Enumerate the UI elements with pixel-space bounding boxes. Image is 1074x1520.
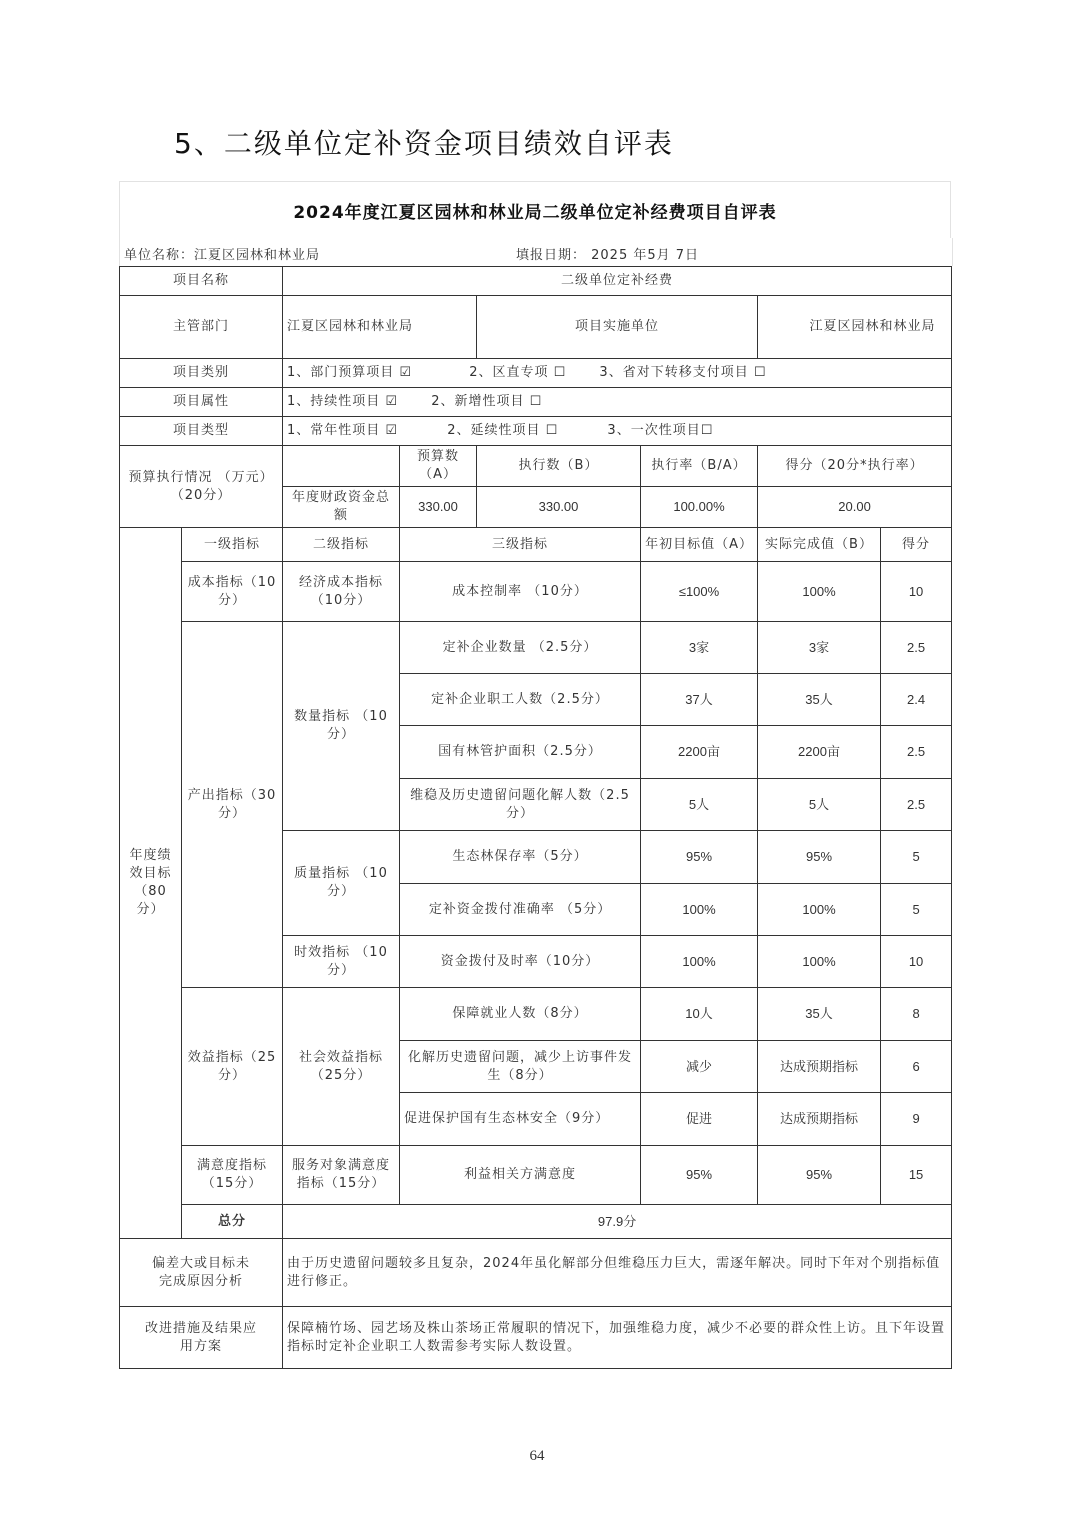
table-row: [120, 562, 952, 622]
quality-l2: 质量指标 （10分）: [283, 831, 400, 936]
ql2-a: 100%: [641, 884, 758, 936]
row-project-name: [120, 267, 952, 296]
impl-unit-label: 项目实施单位: [477, 296, 758, 359]
category-options: [283, 359, 952, 388]
budget-rate: 100.00%: [641, 487, 758, 528]
attribute-label: 项目属性: [120, 388, 283, 417]
quantity-l2: 数量指标 （10分）: [283, 622, 400, 831]
b1-b: 35人: [758, 988, 881, 1041]
b3-b: 达成预期指标: [758, 1093, 881, 1146]
row-category: [120, 359, 952, 388]
s1-b: 95%: [758, 1146, 881, 1205]
q3-b: 2200亩: [758, 726, 881, 779]
perf-h2: 二级指标: [283, 528, 400, 562]
budget-row-label: 年度财政资金总额: [283, 487, 400, 528]
row-dept: [120, 296, 952, 359]
ql2-l3: 定补资金拨付准确率 （5分）: [400, 884, 641, 936]
dept-value: 江夏区园林和林业局: [283, 296, 477, 359]
cost-a: ≤100%: [641, 562, 758, 622]
perf-h1: 一级指标: [182, 528, 283, 562]
social-l2: 社会效益指标（25分）: [283, 988, 400, 1146]
q2-b: 35人: [758, 674, 881, 726]
b3-a: 促进: [641, 1093, 758, 1146]
q4-a: 5人: [641, 779, 758, 831]
dept-label: 主管部门: [120, 296, 283, 359]
attribute-opt-1: 1、持续性项目 ☑: [287, 394, 399, 409]
ql1-s: 5: [881, 831, 952, 884]
s1-s: 15: [881, 1146, 952, 1205]
ql1-b: 95%: [758, 831, 881, 884]
q1-l3: 定补企业数量 （2.5分）: [400, 622, 641, 674]
t1-s: 10: [881, 936, 952, 988]
budget-h-a: 预算数（A）: [400, 446, 477, 487]
output-l1: 产出指标（30分）: [182, 622, 283, 988]
b3-l3: 促进保护国有生态林安全（9分）: [400, 1093, 641, 1146]
perf-label: 年度绩效目标（80分）: [120, 528, 182, 1239]
cost-l2: 经济成本指标（10分）: [283, 562, 400, 622]
b1-l3: 保障就业人数（8分）: [400, 988, 641, 1041]
b1-s: 8: [881, 988, 952, 1041]
row-improvement: [120, 1307, 952, 1369]
b3-s: 9: [881, 1093, 952, 1146]
table-row: [120, 622, 952, 674]
attribute-options: [283, 388, 952, 417]
category-label: 项目类别: [120, 359, 283, 388]
info-row: [119, 238, 953, 266]
report-date: 填报日期： 2025 年5月 7日: [516, 248, 700, 263]
q1-b: 3家: [758, 622, 881, 674]
ql1-a: 95%: [641, 831, 758, 884]
ql1-l3: 生态林保存率（5分）: [400, 831, 641, 884]
project-name-value: 二级单位定补经费: [283, 267, 952, 296]
sat-l2: 服务对象满意度指标（15分）: [283, 1146, 400, 1205]
q2-a: 37人: [641, 674, 758, 726]
deviation-label: 偏差大或目标未完成原因分析: [120, 1239, 283, 1307]
row-attribute: [120, 388, 952, 417]
perf-h6: 得分: [881, 528, 952, 562]
total-label: 总分: [182, 1205, 283, 1239]
s1-l3: 利益相关方满意度: [400, 1146, 641, 1205]
total-value: 97.9分: [283, 1205, 952, 1239]
page-heading: 5、二级单位定补资金项目绩效自评表: [174, 127, 674, 160]
category-opt-3: 3、省对下转移支付项目 ☐: [599, 365, 767, 380]
budget-h-score: 得分（20分*执行率）: [758, 446, 952, 487]
budget-score: 20.00: [758, 487, 952, 528]
row-deviation: [120, 1239, 952, 1307]
q1-a: 3家: [641, 622, 758, 674]
category-opt-2: 2、区直专项 ☐: [469, 365, 567, 380]
row-type: [120, 417, 952, 446]
attribute-opt-2: 2、新增性项目 ☐: [431, 394, 543, 409]
ql2-b: 100%: [758, 884, 881, 936]
q1-s: 2.5: [881, 622, 952, 674]
b1-a: 10人: [641, 988, 758, 1041]
q4-l3: 维稳及历史遗留问题化解人数（2.5分）: [400, 779, 641, 831]
cost-l1: 成本指标（10分）: [182, 562, 283, 622]
b2-b: 达成预期指标: [758, 1041, 881, 1093]
type-options: [283, 417, 952, 446]
perf-h5: 实际完成值（B）: [758, 528, 881, 562]
q3-s: 2.5: [881, 726, 952, 779]
cost-l3: 成本控制率 （10分）: [400, 562, 641, 622]
q3-l3: 国有林管护面积（2.5分）: [400, 726, 641, 779]
perf-h3: 三级指标: [400, 528, 641, 562]
perf-h4: 年初目标值（A）: [641, 528, 758, 562]
budget-h-rate: 执行率（B/A）: [641, 446, 758, 487]
table-row: [120, 988, 952, 1041]
evaluation-table: [119, 266, 952, 1369]
budget-a: 330.00: [400, 487, 477, 528]
improve-label: 改进措施及结果应用方案: [120, 1307, 283, 1369]
row-perf-header: [120, 528, 952, 562]
b2-s: 6: [881, 1041, 952, 1093]
table-title: 2024年度江夏区园林和林业局二级单位定补经费项目自评表: [119, 181, 951, 238]
budget-blank: [283, 446, 400, 487]
row-total: [120, 1205, 952, 1239]
page-number: 64: [529, 1448, 545, 1464]
q4-b: 5人: [758, 779, 881, 831]
unit-name: 单位名称：江夏区园林和林业局: [124, 248, 321, 263]
q4-s: 2.5: [881, 779, 952, 831]
project-name-label: 项目名称: [120, 267, 283, 296]
improve-text: 保障楠竹场、园艺场及株山茶场正常履职的情况下，加强维稳力度，减少不必要的群众性上访。且下年设置指标时定补企业职工人数需参考实际人数设置。: [283, 1307, 952, 1369]
q2-s: 2.4: [881, 674, 952, 726]
type-label: 项目类型: [120, 417, 283, 446]
type-opt-3: 3、一次性项目☐: [607, 423, 714, 438]
row-budget-header: [120, 446, 952, 487]
q3-a: 2200亩: [641, 726, 758, 779]
sat-l1: 满意度指标（15分）: [182, 1146, 283, 1205]
type-opt-1: 1、常年性项目 ☑: [287, 423, 399, 438]
cost-b: 100%: [758, 562, 881, 622]
q2-l3: 定补企业职工人数（2.5分）: [400, 674, 641, 726]
type-opt-2: 2、延续性项目 ☐: [447, 423, 559, 438]
b2-l3: 化解历史遗留问题，减少上访事件发生（8分）: [400, 1041, 641, 1093]
t1-b: 100%: [758, 936, 881, 988]
deviation-text: 由于历史遗留问题较多且复杂，2024年虽化解部分但维稳压力巨大，需逐年解决。同时下年对个别指标值进行修正。: [283, 1239, 952, 1307]
t1-l3: 资金拨付及时率（10分）: [400, 936, 641, 988]
benefit-l1: 效益指标（25分）: [182, 988, 283, 1146]
b2-a: 减少: [641, 1041, 758, 1093]
budget-b: 330.00: [477, 487, 641, 528]
timely-l2: 时效指标 （10分）: [283, 936, 400, 988]
table-row: [120, 1146, 952, 1205]
budget-label: 预算执行情况 （万元）（20分）: [120, 446, 283, 528]
category-opt-1: 1、部门预算项目 ☑: [287, 365, 413, 380]
ql2-s: 5: [881, 884, 952, 936]
s1-a: 95%: [641, 1146, 758, 1205]
budget-h-b: 执行数（B）: [477, 446, 641, 487]
impl-unit-value: 江夏区园林和林业局: [758, 296, 952, 359]
t1-a: 100%: [641, 936, 758, 988]
cost-s: 10: [881, 562, 952, 622]
